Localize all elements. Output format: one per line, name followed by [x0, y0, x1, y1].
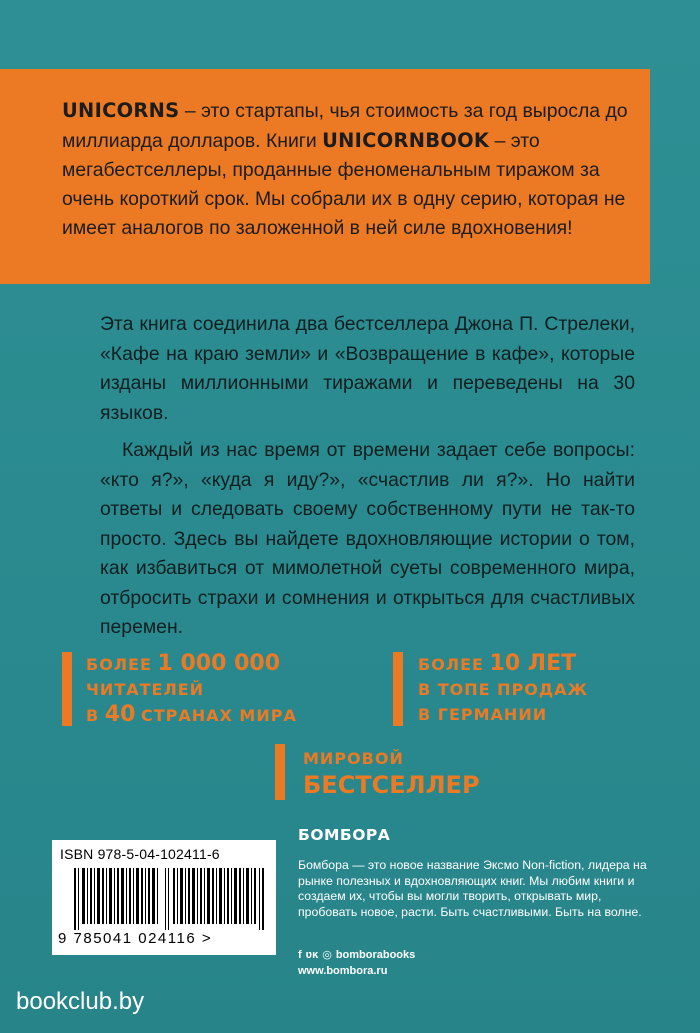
stat-bestseller — [303, 746, 480, 798]
publisher-logo — [298, 826, 390, 845]
book-description — [100, 310, 635, 643]
stat-readers-prefix: БОЛЕЕ — [86, 655, 152, 674]
barcode-digits: 9 785041 024116 > — [58, 930, 213, 947]
social-handle[interactable]: bomborabooks — [335, 948, 416, 961]
stat-readers-number: 1 000 000 — [157, 651, 281, 676]
instagram-icon[interactable]: ◎ — [322, 949, 332, 961]
stat-bestseller-line2: БЕСТСЕЛЛЕР — [303, 771, 480, 799]
stat-years — [418, 651, 588, 727]
stat-years-prefix: БОЛЕЕ — [418, 655, 484, 674]
stat-bestseller-bar — [275, 744, 285, 800]
publisher-name: БОМБОРА — [298, 826, 391, 844]
publisher-website[interactable]: www.bombora.ru — [298, 965, 388, 977]
promo-text-part2: – это мегабестселлеры, проданные феноменальным тиражом за очень короткий срок. Мы собрали их в одну серию, которая не имеет аналогов по заложенной в ней силе вдохновения! — [62, 130, 626, 239]
stat-readers-line3a: В — [86, 706, 100, 725]
stat-readers — [86, 651, 297, 728]
stat-years-line3: В ГЕРМАНИИ — [418, 705, 548, 724]
isbn-label: ISBN 978-5-04-102411-6 — [60, 846, 220, 862]
facebook-icon[interactable]: f — [298, 948, 302, 961]
promo-text — [62, 96, 642, 243]
unicornbook-brand: UNICORNBOOK — [322, 129, 490, 152]
unicorns-brand: UNICORNS — [62, 99, 180, 122]
stat-bestseller-line1: МИРОВОЙ — [303, 749, 404, 768]
description-paragraph-1: Эта книга соединила два бестселлера Джона П. Стрелеки, «Кафе на краю земли» и «Возвращение в кафе», которые изданы миллионными тиражами и переведены на 30 языков. — [100, 313, 635, 424]
isbn-barcode-box — [52, 840, 276, 955]
social-links — [298, 948, 415, 961]
stat-readers-line3b: СТРАНАХ МИРА — [140, 706, 297, 725]
stat-years-number: 10 ЛЕТ — [489, 651, 577, 676]
stat-readers-countries: 40 — [104, 702, 136, 727]
stat-readers-bar — [62, 652, 72, 726]
description-paragraph-2: Каждый из нас время от времени задает себе вопросы: «кто я?», «куда я иду?», «счастлив ли я?». Но найти ответы и следовать своему собственному пути не так-то просто. Здесь вы найдете вдохновляющие истории о том, как избавиться от мимолетной суеты современного мира, отбросить страхи и сомнения и открыться для счастливых перемен. — [100, 439, 635, 638]
vk-icon[interactable]: ʋĸ — [305, 948, 319, 961]
watermark: bookclub.by — [16, 988, 145, 1015]
barcode-icon — [74, 868, 264, 930]
stat-readers-line2: ЧИТАТЕЛЕЙ — [86, 680, 205, 699]
stat-years-bar — [393, 652, 403, 726]
promo-text-part1: – это стартапы, чья стоимость за год выросла до миллиарда долларов. Книги — [62, 100, 628, 152]
publisher-description: Бомбора — это новое название Эксмо Non-fiction, лидера на рынке полезных и вдохновляющих книг. Мы любим книги и создаем их, чтобы вы могли творить, открывать мир, пробовать новое, расти. Быть счастливыми. Быть на волне. — [298, 858, 647, 919]
stat-years-line2: В ТОПЕ ПРОДАЖ — [418, 680, 589, 699]
